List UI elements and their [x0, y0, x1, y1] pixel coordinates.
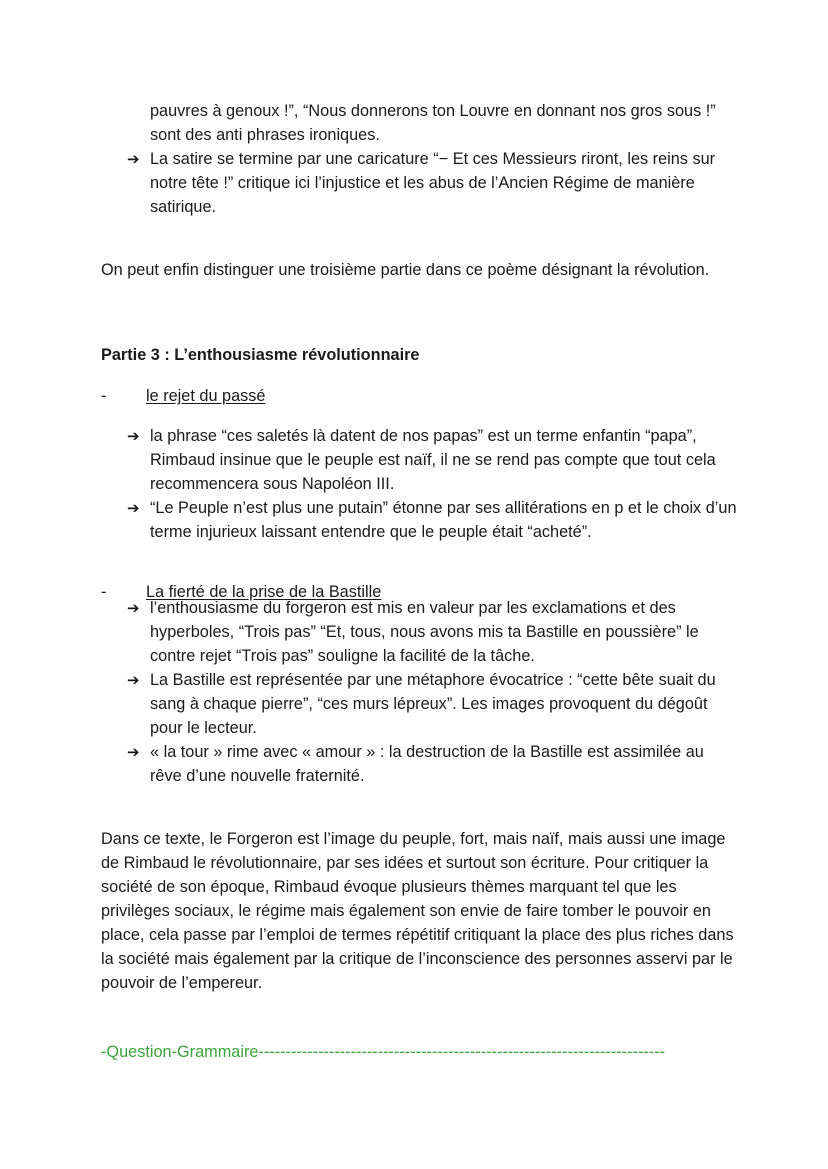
subsection-title-text: La fierté de la prise de la Bastille [146, 583, 382, 601]
bullet-item [0, 596, 828, 668]
section-b-bullets [0, 596, 828, 788]
bullet-item-text: La satire se termine par une caricature “− Et ces Messieurs riront, les reins sur notre tête !” critique ici l’injustice et les abus de l’Ancien Régime de manière satirique. [150, 150, 716, 216]
bullet-item [0, 496, 828, 544]
bullet-item-text: « la tour » rime avec « amour » : la destruction de la Bastille est assimilée au rêve d’une nouvelle fraternité. [150, 743, 704, 785]
transition-paragraph: On peut enfin distinguer une troisième partie dans ce poème désignant la révolution. [101, 261, 710, 279]
arrow-icon: ➔ [127, 599, 140, 617]
arrow-icon: ➔ [127, 499, 140, 517]
question-grammaire-line: -Question-Grammaire--------------------------------------------------------------------------- [101, 1043, 666, 1061]
bullet-item-text: l’enthousiasme du forgeron est mis en valeur par les exclamations et des hyperboles, “Trois pas” “Et, tous, nous avons mis ta Bastille en poussière” le contre rejet “Trois pas” souligne la facilité de la tâche. [150, 599, 699, 665]
subsection-title-rejet [0, 384, 828, 408]
conclusion-paragraph: Dans ce texte, le Forgeron est l’image du peuple, fort, mais naïf, mais aussi une image de Rimbaud le révolutionnaire, par ses idées et surtout son écriture. Pour critiquer la société de son époque, Rimbaud évoque plusieurs thèmes marquant tel que les privilèges sociaux, le régime mais également son envie de faire tomber le pouvoir en place, cela passe par l’emploi de termes répétitif critiquant la place des plus riches dans la société mais également par la critique de l’inconscience des personnes asservi par le pouvoir de l’empereur. [101, 830, 734, 992]
bullet-item-text: La Bastille est représentée par une métaphore évocatrice : “cette bête suait du sang à chaque pierre”, “ces murs lépreux”. Les images provoquent du dégoût pour le lecteur. [150, 671, 716, 737]
arrow-icon: ➔ [127, 743, 140, 761]
bullet-item [0, 668, 828, 740]
arrow-icon: ➔ [127, 427, 140, 445]
section-a-bullets [0, 424, 828, 544]
arrow-icon: ➔ [127, 150, 140, 168]
subsection-title-text: le rejet du passé [146, 387, 266, 405]
dash-marker: - [101, 583, 107, 601]
dash-marker: - [101, 387, 107, 405]
bullet-item [0, 740, 828, 788]
bullet-item [0, 99, 828, 147]
intro-bullets [0, 99, 828, 219]
bullet-item-text: la phrase “ces saletés là datent de nos papas” est un terme enfantin “papa”, Rimbaud insinue que le peuple est naïf, il ne se rend pas compte que tout cela recommencera sous Napoléon III. [150, 427, 716, 493]
bullet-item [0, 147, 828, 219]
bullet-item [0, 424, 828, 496]
arrow-icon: ➔ [127, 671, 140, 689]
section-heading: Partie 3 : L’enthousiasme révolutionnaire [101, 346, 420, 364]
bullet-item-text: pauvres à genoux !”, “Nous donnerons ton Louvre en donnant nos gros sous !” sont des anti phrases ironiques. [150, 102, 716, 144]
bullet-item-text: “Le Peuple n’est plus une putain” étonne par ses allitérations en p et le choix d’un terme injurieux laissant entendre que le peuple était “acheté”. [150, 499, 737, 541]
